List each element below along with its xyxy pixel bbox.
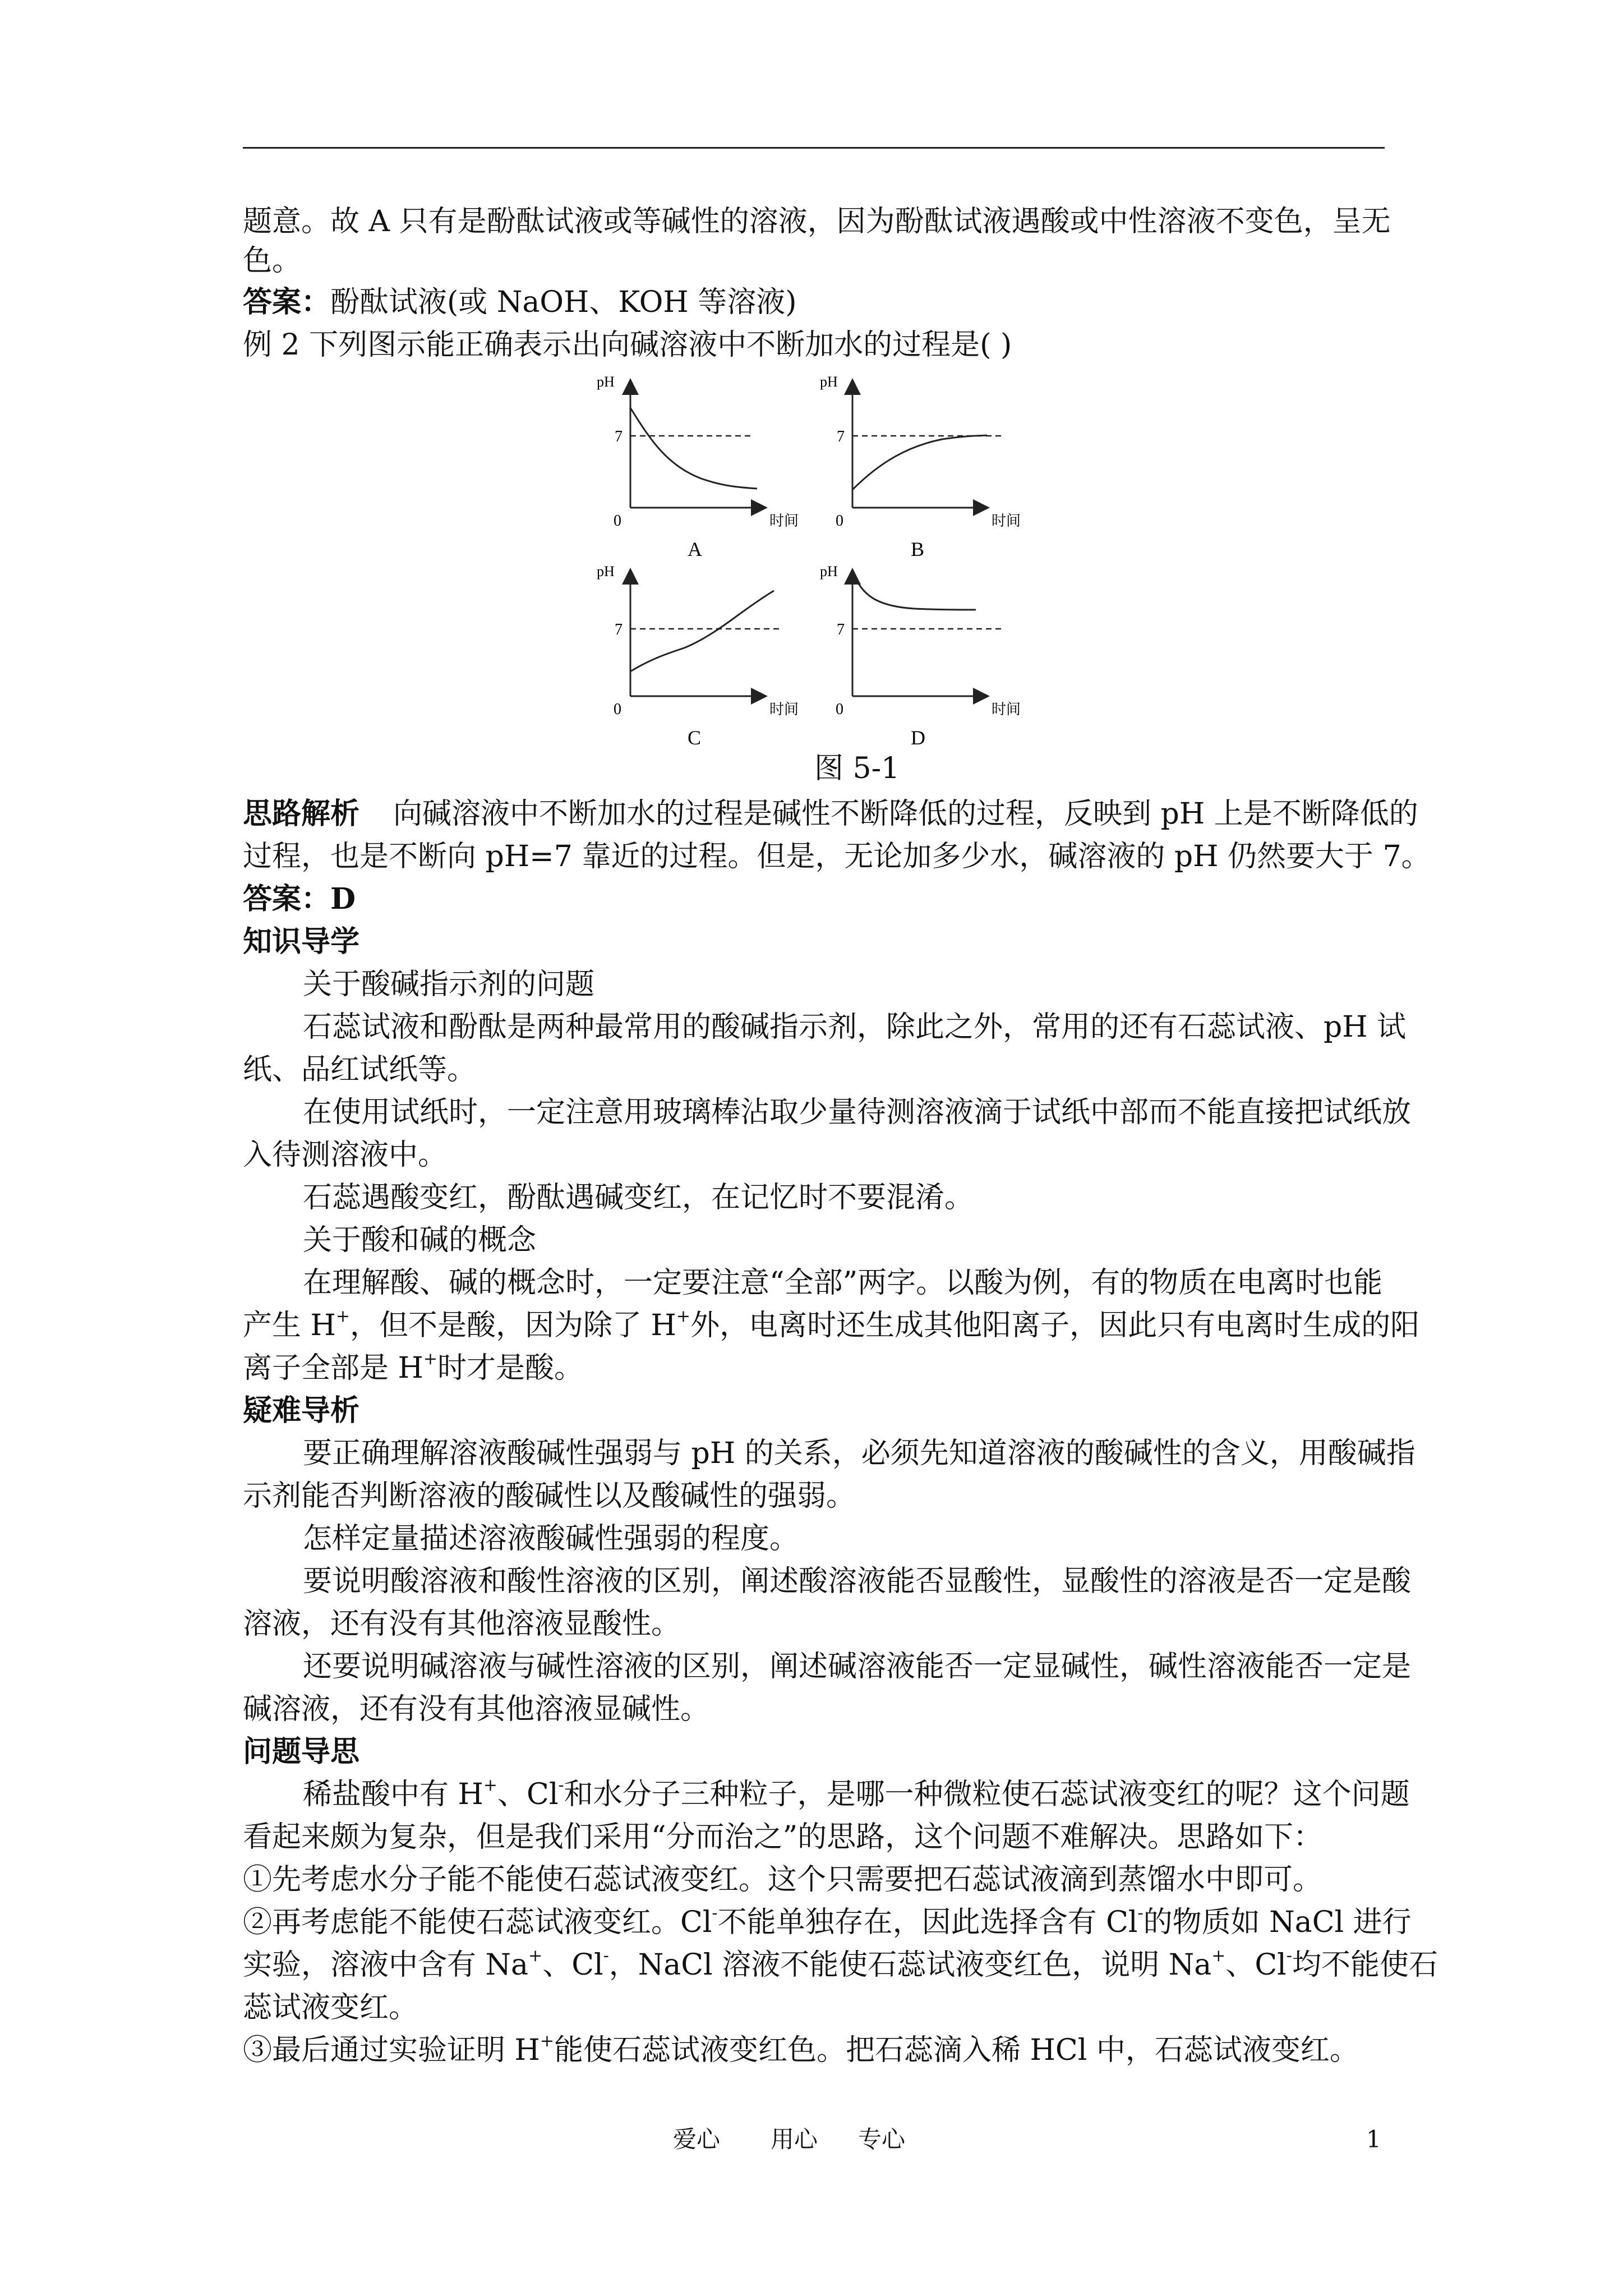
section-heading: 知识导学 — [243, 924, 360, 959]
analysis-label: 思路解析 — [243, 797, 360, 831]
step-line: 实验，溶液中含有 Na+、Cl-，NaCl 溶液不能使石蕊试液变红色，说明 Na+、Cl-均不能使石 — [243, 1945, 1438, 1982]
x-axis-label: 时间 — [992, 701, 1021, 717]
tick-label-7: 7 — [615, 621, 623, 638]
paragraph-line: 石蕊遇酸变红，酚酞遇碱变红，在记忆时不要混淆。 — [303, 1181, 974, 1214]
series-line — [855, 576, 976, 610]
paragraph-line: 在使用试纸时，一定注意用玻璃棒沾取少量待测溶液滴于试纸中部而不能直接把试纸放 — [303, 1096, 1412, 1129]
x-axis-label: 时间 — [769, 701, 799, 717]
figure-caption: 图 5-1 — [814, 752, 900, 785]
paragraph-line: 怎样定量描述溶液酸碱性强弱的程度。 — [303, 1522, 799, 1556]
paragraph-line: 稀盐酸中有 H+、Cl-和水分子三种粒子，是哪一种微粒使石蕊试液变红的呢？这个问题 — [303, 1775, 1410, 1811]
header-rule — [243, 147, 1385, 149]
y-axis-label: pH — [597, 563, 615, 579]
panel-label: A — [688, 538, 702, 560]
paragraph-line: 纸、品红试纸等。 — [243, 1053, 477, 1087]
paragraph-line: 在理解酸、碱的概念时，一定要注意“全部”两字。以酸为例，有的物质在电离时也能 — [303, 1266, 1383, 1300]
tick-label-7: 7 — [837, 428, 845, 445]
section-heading: 疑难导析 — [243, 1393, 360, 1428]
section-heading: 问题导思 — [243, 1734, 360, 1769]
y-axis-label: pH — [820, 374, 838, 390]
paragraph-line: 色。 — [243, 244, 302, 278]
answer-label: 答案： — [243, 285, 331, 319]
panel-label: D — [911, 726, 925, 749]
paragraph-line: 产生 H+，但不是酸，因为除了 H+外，电离时还生成其他阳离子，因此只有电离时生成的阳 — [243, 1306, 1420, 1342]
analysis-line — [243, 795, 1418, 832]
origin-label: 0 — [614, 701, 621, 718]
chart-panel-d — [820, 563, 1021, 749]
paragraph-line: 入待测溶液中。 — [243, 1138, 448, 1172]
x-axis-label: 时间 — [769, 513, 799, 529]
example-question: 例 2 下列图示能正确表示出向碱溶液中不断加水的过程是( ) — [243, 328, 1012, 362]
panel-label: C — [688, 726, 702, 749]
series-line — [630, 591, 774, 671]
paragraph-line: 看起来颇为复杂，但是我们采用“分而治之”的思路，这个问题不难解决。思路如下： — [243, 1820, 1323, 1854]
subheading: 关于酸和碱的概念 — [303, 1223, 537, 1257]
paragraph-line: 还要说明碱溶液与碱性溶液的区别，阐述碱溶液能否一定显碱性，碱性溶液能否一定是 — [303, 1650, 1412, 1683]
answer-text: 酚酞试液(或 NaOH、KOH 等溶液) — [330, 286, 797, 319]
paragraph-line: 碱溶液，还有没有其他溶液显碱性。 — [243, 1692, 710, 1726]
tick-label-7: 7 — [615, 428, 623, 445]
chart-panel-a — [597, 374, 799, 560]
chart-panel-b — [820, 374, 1021, 560]
series-line — [852, 435, 987, 490]
paragraph-line: 示剂能否判断溶液的酸碱性以及酸碱性的强弱。 — [243, 1479, 856, 1513]
paragraph-line: 离子全部是 H+时才是酸。 — [243, 1349, 584, 1385]
paragraph-line: 要说明酸溶液和酸性溶液的区别，阐述酸溶液能否显酸性，显酸性的溶液是否一定是酸 — [303, 1565, 1412, 1598]
paragraph-line: 题意。故 A 只有是酚酞试液或等碱性的溶液，因为酚酞试液遇酸或中性溶液不变色，呈无 — [243, 205, 1391, 238]
origin-label: 0 — [836, 701, 843, 718]
answer-line: 答案：D — [243, 882, 356, 916]
step-line: 蕊试液变红。 — [243, 1991, 418, 2024]
step-line: ③最后通过实验证明 H+能使石蕊试液变红色。把石蕊滴入稀 HCl 中，石蕊试液变红。 — [243, 2031, 1359, 2067]
analysis-text: 向碱溶液中不断加水的过程是碱性不断降低的过程，反映到 pH 上是不断降低的 — [393, 797, 1418, 831]
origin-label: 0 — [614, 512, 621, 530]
paragraph-line: 石蕊试液和酚酞是两种最常用的酸碱指示剂，除此之外，常用的还有石蕊试液、pH 试 — [303, 1010, 1407, 1044]
ph-charts-svg — [589, 367, 1049, 760]
series-line — [630, 408, 757, 489]
paragraph-line: 溶液，还有没有其他溶液显酸性。 — [243, 1607, 681, 1641]
y-axis-label: pH — [820, 563, 838, 579]
step-line: ①先考虑水分子能不能使石蕊试液变红。这个只需要把石蕊试液滴到蒸馏水中即可。 — [243, 1863, 1322, 1897]
analysis-line: 过程，也是不断向 pH=7 靠近的过程。但是，无论加多少水，碱溶液的 pH 仍然要大于 7。 — [243, 840, 1431, 873]
answer-line — [243, 284, 797, 321]
footer-motto-1: 爱心 — [673, 2125, 721, 2153]
paragraph-line: 要正确理解溶液酸碱性强弱与 pH 的关系，必须先知道溶液的酸碱性的含义，用酸碱指 — [303, 1437, 1415, 1470]
y-axis-label: pH — [597, 374, 615, 390]
panel-label: B — [911, 538, 925, 560]
footer-motto-2: 用心 — [771, 2125, 818, 2153]
page-number: 1 — [1366, 2125, 1381, 2153]
origin-label: 0 — [836, 512, 843, 530]
step-line: ②再考虑能不能使石蕊试液变红。Cl-不能单独存在，因此选择含有 Cl-的物质如 NaCl 进行 — [243, 1903, 1412, 1939]
figure-5-1 — [589, 367, 1049, 760]
chart-panel-c — [597, 563, 799, 749]
x-axis-label: 时间 — [992, 513, 1021, 529]
tick-label-7: 7 — [837, 621, 845, 638]
footer-motto-3: 专心 — [858, 2125, 906, 2153]
subheading: 关于酸碱指示剂的问题 — [303, 968, 595, 1001]
